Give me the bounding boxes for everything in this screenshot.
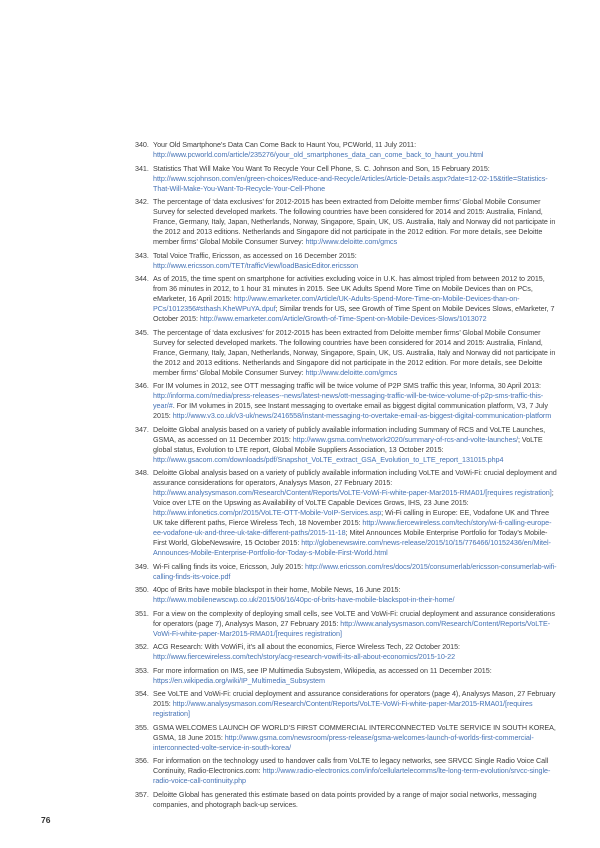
- reference-number: 340.: [135, 140, 149, 149]
- reference-text: [153, 251, 559, 271]
- reference-text: [153, 381, 559, 421]
- reference-item: [135, 274, 559, 324]
- reference-text-segment: As of 2015, the time spent on smartphone for activities excluding voice in U.K. has almost tripled from between 2012 to 2015, from 36 minutes in 2012, to 1 hour 31 minutes in 2015. See UK Adults Spend More Time on Mobile Devices than on PCs, eMarketer, 16 April 2015:: [153, 274, 545, 303]
- reference-text-segment: For IM volumes in 2012, see OTT messaging traffic will be twice volume of P2P SMS traffic this year, Informa, 30 April 2013:: [153, 381, 541, 390]
- reference-text-segment: See VoLTE and VoWi-Fi: crucial deployment and assurance considerations for operators (page 4), Analysys Mason, 27 February 2015:: [153, 689, 556, 708]
- reference-link[interactable]: http://www.deloitte.com/gmcs: [305, 367, 398, 377]
- reference-link[interactable]: http://www.radio-electronics.com/info/cellulartelecomms/lte-long-term-evolution/srvcc-single-radio-voice-call-continuity.php: [153, 766, 551, 785]
- reference-text-segment: Your Old Smartphone’s Data Can Come Back to Haunt You, PCWorld, 11 July 2011:: [153, 140, 417, 149]
- reference-number: 356.: [135, 756, 149, 765]
- reference-text: [153, 585, 559, 605]
- reference-item: [135, 689, 559, 719]
- reference-link[interactable]: http://www.scjohnson.com/en/green-choices/Reduce-and-Recycle/Articles/Article-Details.aspx?date=12-02-15&title=Statistics-That-Will-Make-You-Want-To-Recycle-Your-Cell-Phone: [153, 173, 548, 193]
- reference-item: [135, 381, 559, 421]
- reference-link[interactable]: http://www.fiercewireless.com/tech/story/wi-fi-calling-europe-ee-vodafone-uk-and-three-uk-take-different-paths/2015-11-18: [153, 518, 552, 537]
- reference-link[interactable]: http://globenewswire.com/news-release/2015/10/15/776466/10152436/en/Mitel-Announces-Mobile-Enterprise-Portfolio-for-Today-s-Mobile-First-World.html: [153, 538, 551, 557]
- reference-number: 347.: [135, 424, 149, 434]
- reference-text: [153, 468, 559, 558]
- reference-text-segment: The percentage of ‘data exclusives’ for 2012-2015 has been extracted from Deloitte member firms’ Global Mobile Consumer Survey for selected developed markets. The following countries have been considered for 2014 and 2015: Australia, Finland, France, Germany, Italy, Japan, Netherlands, Norway, Singapore, Spain, UK, US. Australia, Italy and Norway did not participate in the 2012 and 2013 editions. Netherlands and Singapore did not participate in the 2012 edition. For more details, see Deloitte member firms’ Global Mobile Consumer Survey:: [153, 327, 556, 377]
- reference-text-segment: ; Similar trends for US, see Growth of Time Spent on Mobile Devices Slows, eMarketer, 7 October 2015:: [153, 304, 555, 323]
- reference-item: [135, 468, 559, 558]
- reference-text: [153, 689, 559, 719]
- reference-item: [135, 251, 559, 271]
- reference-link[interactable]: http://www.gsma.com/newsroom/press-release/gsma-welcomes-launch-of-worlds-first-commercial-interconnected-volte-service-in-south-korea/: [153, 732, 534, 752]
- reference-link[interactable]: http://www.deloitte.com/gmcs: [305, 237, 398, 246]
- reference-text: [153, 609, 559, 639]
- reference-number: 346.: [135, 381, 149, 390]
- reference-item: [135, 164, 559, 194]
- reference-text-segment: For a view on the complexity of deploying small cells, see VoLTE and VoWi-Fi: crucial deployment and assurance considerations for operators (page 7), Analysys Mason, 27 February 2015:: [153, 608, 555, 628]
- reference-item: [135, 609, 559, 639]
- reference-item: [135, 328, 559, 378]
- reference-text: [153, 197, 559, 247]
- reference-link[interactable]: http://www.gsacom.com/downloads/pdf/Snapshot_VoLTE_extract_GSA_Evolution_to_LTE_report_131015.php4: [153, 454, 504, 464]
- reference-text-segment: ; Mitel Announces Mobile Enterprise Portfolio for Today’s Mobile-First World, GlobeNewswire, 15 October 2015:: [153, 528, 548, 547]
- reference-link[interactable]: http://www.emarketer.com/Article/Growth-of-Time-Spent-on-Mobile-Devices-Slows/1013072: [199, 314, 487, 323]
- reference-text: [153, 756, 559, 786]
- reference-item: [135, 425, 559, 465]
- endnotes-list: [135, 140, 559, 813]
- reference-link[interactable]: http://www.ericsson.com/res/docs/2015/consumerlab/ericsson-consumerlab-wifi-calling-finds-its-voice.pdf: [153, 561, 557, 581]
- reference-link[interactable]: http://www.fiercewireless.com/tech/story/acg-research-vowifi-its-all-about-economics/2015-10-22: [153, 652, 456, 661]
- reference-text-segment: Statistics That Will Make You Want To Recycle Your Cell Phone, S. C. Johnson and Son, 15 February 2015:: [153, 163, 490, 173]
- reference-text-segment: Deloitte Global analysis based on a variety of publicly available information including Summary of RCS and VoLTE Launches, GSMA, as accessed on 11 December 2015:: [153, 424, 546, 444]
- reference-number: 342.: [135, 197, 149, 206]
- reference-link[interactable]: http://www.infonetics.com/pr/2015/VoLTE-OTT-Mobile-VoIP-Services.asp: [153, 508, 382, 517]
- reference-text-segment: ; Wi-Fi calling in Europe: EE, Vodafone UK and Three UK take different paths, Fierce Wireless Tech, 18 November 2015:: [153, 508, 550, 527]
- reference-item: [135, 756, 559, 786]
- reference-text: [153, 425, 559, 465]
- reference-link[interactable]: https://en.wikipedia.org/wiki/IP_Multimedia_Subsystem: [153, 675, 325, 685]
- reference-text-segment: For more information on IMS, see IP Multimedia Subsystem, Wikipedia, as accessed on 11 December 2015:: [153, 665, 492, 675]
- reference-link[interactable]: http://www.emarketer.com/Article/UK-Adults-Spend-More-Time-on-Mobile-Devices-than-on-PCs/1012356#sthash.KheWPuYA.dpuf: [153, 294, 520, 313]
- reference-text: [153, 642, 559, 662]
- reference-link[interactable]: http://www.analysysmason.com/Research/Content/Reports/VoLTE-VoWi-Fi-white-paper-Mar2015-RMA01/[requires registration]: [153, 488, 552, 497]
- reference-number: 350.: [135, 585, 149, 594]
- reference-text-segment: The percentage of ‘data exclusives’ for 2012-2015 has been extracted from Deloitte member firms’ Global Mobile Consumer Survey for selected developed markets. The following countries have been considered for 2014 and 2015: Australia, Finland, France, Germany, Italy, Japan, Netherlands, Norway, Singapore, Spain, UK, US. Australia, Italy and Norway did not participate in the 2012 and 2013 editions. Netherlands and Singapore did not participate in the 2012 edition. For more details, see Deloitte member firms’ Global Mobile Consumer Survey:: [153, 197, 556, 246]
- reference-text: [153, 666, 559, 686]
- reference-item: [135, 197, 559, 247]
- reference-text-segment: . For IM volumes in 2015, see Instant messaging to overtake email as biggest digital communication platform, V3, 7 July 2015:: [153, 401, 548, 420]
- reference-number: 341.: [135, 163, 149, 173]
- reference-item: [135, 642, 559, 662]
- reference-number: 357.: [135, 789, 149, 799]
- reference-text: [153, 790, 559, 810]
- reference-text: [153, 274, 559, 324]
- reference-text-segment: GSMA WELCOMES LAUNCH OF WORLD’S FIRST COMMERCIAL INTERCONNECTED VoLTE SERVICE IN SOUTH KOREA, GSMA, 18 June 2015:: [153, 722, 556, 742]
- reference-item: [135, 140, 559, 160]
- reference-item: [135, 562, 559, 582]
- reference-link[interactable]: http://informa.com/media/press-releases--news/latest-news/ott-messaging-traffic-will-be-twice-volume-of-p2p-sms-traffic-this-year/#: [153, 391, 544, 410]
- reference-number: 348.: [135, 468, 149, 477]
- reference-text: [153, 164, 559, 194]
- reference-text-segment: Deloitte Global analysis based on a variety of publicly available information including VoLTE and VoWi-Fi: crucial deployment and assurance considerations for operators, Analysys Mason, 27 February 2015:: [153, 468, 557, 487]
- reference-number: 353.: [135, 665, 149, 675]
- reference-item: [135, 585, 559, 605]
- reference-link[interactable]: http://www.analysysmason.com/Research/Content/Reports/VoLTE-VoWi-Fi-white-paper-Mar2015-RMA01/[requires registration]: [153, 699, 533, 718]
- reference-link[interactable]: http://www.pcworld.com/article/235276/your_old_smartphones_data_can_come_back_to_haunt_you.html: [153, 150, 484, 159]
- reference-item: [135, 666, 559, 686]
- reference-link[interactable]: http://www.v3.co.uk/v3-uk/news/2416558/instant-messaging-to-overtake-email-as-biggest-digital-communication-platform: [172, 411, 552, 420]
- reference-text-segment: ; VoLTE global status, Evolution to LTE report, Global Mobile Suppliers Association, 13 October 2015:: [153, 434, 543, 454]
- reference-number: 345.: [135, 327, 149, 337]
- reference-text-segment: For information on the technology used to handover calls from VoLTE to legacy networks, see SRVCC Single Radio Voice Call Continuity, Radio-Electronics.com:: [153, 756, 549, 775]
- reference-link[interactable]: http://www.mobilenewscwp.co.uk/2015/06/16/40pc-of-brits-have-mobile-blackspot-in-their-home/: [153, 595, 455, 604]
- reference-text-segment: Wi-Fi calling finds its voice, Ericsson, July 2015:: [153, 561, 305, 571]
- reference-text-segment: ACG Research: With VoWiFi, it’s all about the economics, Fierce Wireless Tech, 22 October 2015:: [153, 642, 460, 651]
- reference-text-segment: Deloitte Global has generated this estimate based on data points provided by a range of major social networks, messaging companies, and photograph back-up services.: [153, 789, 537, 809]
- reference-number: 344.: [135, 274, 149, 283]
- reference-link[interactable]: http://www.gsma.com/network2020/summary-of-rcs-and-volte-launches/: [292, 434, 518, 444]
- reference-number: 349.: [135, 561, 149, 571]
- reference-number: 354.: [135, 689, 149, 698]
- reference-number: 352.: [135, 642, 149, 651]
- reference-link[interactable]: http://www.analysysmason.com/Research/Content/Reports/VoLTE-VoWi-Fi-white-paper-Mar2015-RMA01/[requires registration]: [153, 618, 551, 638]
- reference-item: [135, 790, 559, 810]
- reference-number: 351.: [135, 608, 149, 618]
- reference-text-segment: ; Voice over LTE on the Upswing as Availability of VoLTE Capable Devices Grows, IHS, 23 June 2015:: [153, 488, 554, 507]
- reference-text: [153, 723, 559, 753]
- reference-link[interactable]: http://www.ericsson.com/TET/trafficView/loadBasicEditor.ericsson: [153, 260, 359, 270]
- reference-number: 343.: [135, 250, 149, 260]
- reference-item: [135, 723, 559, 753]
- reference-number: 355.: [135, 722, 149, 732]
- reference-text: [153, 562, 559, 582]
- page-number: 76: [41, 815, 51, 825]
- reference-text: [153, 328, 559, 378]
- reference-text-segment: Total Voice Traffic, Ericsson, as accessed on 16 December 2015:: [153, 250, 357, 260]
- reference-text-segment: 40pc of Brits have mobile blackspot in their home, Mobile News, 16 June 2015:: [153, 585, 401, 594]
- reference-text: [153, 140, 559, 160]
